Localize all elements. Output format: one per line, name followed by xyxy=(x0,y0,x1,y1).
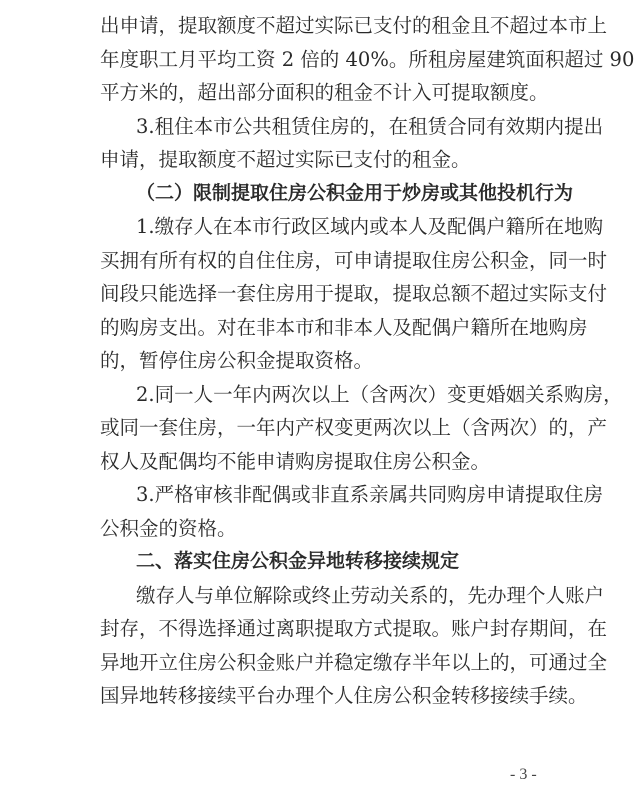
text-line: （二）限制提取住房公积金用于炒房或其他投机行为 xyxy=(136,181,574,204)
section-heading xyxy=(100,545,548,579)
text-line: 缴存人与单位解除或终止劳动关系的，先办理个人账户 xyxy=(136,583,605,607)
paragraph xyxy=(100,110,604,177)
text-line: 平方米的，超出部分面积的租金不计入可提取额度。 xyxy=(100,81,549,104)
text-line: 1.缴存人在本市行政区域内或本人及配偶户籍所在地购 xyxy=(136,215,604,238)
text-line: 封存，不得选择通过离职提取方式提取。账户封存期间，在 xyxy=(100,617,608,640)
paragraph xyxy=(100,9,635,110)
paragraph xyxy=(100,210,608,378)
text-line: 间段只能选择一套住房用于提取，提取总额不超过实际支付 xyxy=(100,282,608,305)
text-line: 年度职工月平均工资 2 倍的 40%。所租房屋建筑面积超过 90 xyxy=(100,47,635,71)
text-line: 公积金的资格。 xyxy=(100,516,237,540)
text-line: 二、落实住房公积金异地转移接续规定 xyxy=(136,550,460,572)
text-line: 3.严格审核非配偶或非直系亲属共同购房申请提取住房 xyxy=(136,483,604,506)
text-line: 2.同一人一年内两次以上（含两次）变更婚姻关系购房， xyxy=(136,382,623,406)
text-line: 出申请，提取额度不超过实际已支付的租金且不超过本市上 xyxy=(100,14,608,37)
text-line: 的，暂停住房公积金提取资格。 xyxy=(100,349,374,372)
text-line: 国异地转移接续平台办理个人住房公积金转移接续手续。 xyxy=(100,684,588,707)
paragraph xyxy=(100,478,604,545)
paragraph xyxy=(100,579,608,713)
text-line: 3.租住本市公共租赁住房的，在租赁合同有效期内提出 xyxy=(136,114,604,138)
text-line: 买拥有所有权的自住住房，可申请提取住房公积金，同一时 xyxy=(100,248,608,272)
text-line: 的购房支出。对在非本市和非本人及配偶户籍所在地购房 xyxy=(100,315,588,339)
text-line: 申请，提取额度不超过实际已支付的租金。 xyxy=(100,148,471,171)
text-line: 异地开立住房公积金账户并稳定缴存半年以上的，可通过全 xyxy=(100,650,608,674)
page-number: - 3 - xyxy=(510,766,537,783)
document-body xyxy=(100,9,635,713)
section-heading xyxy=(100,177,574,211)
text-line: 或同一套住房，一年内产权变更两次以上（含两次）的，产 xyxy=(100,416,608,439)
paragraph xyxy=(100,378,623,479)
text-line: 权人及配偶均不能申请购房提取住房公积金。 xyxy=(100,449,491,473)
